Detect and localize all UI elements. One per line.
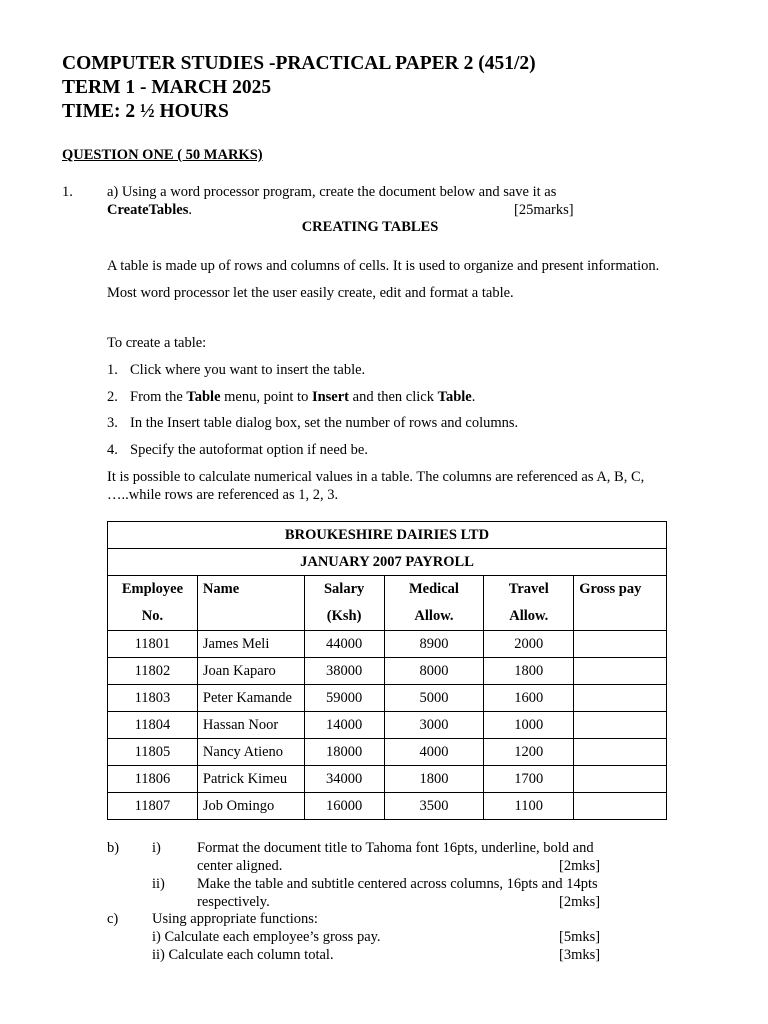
cell-travel: 2000 xyxy=(484,631,574,658)
cell-gross-pay xyxy=(574,766,667,793)
cell-travel: 1600 xyxy=(484,685,574,712)
question-heading: QUESTION ONE ( 50 MARKS) xyxy=(62,147,263,163)
header-line: Medical xyxy=(409,581,459,597)
step-2 xyxy=(107,388,475,406)
part-c-i-text: i) Calculate each employee’s gross pay. xyxy=(152,929,381,945)
table-row xyxy=(108,793,667,820)
cell-employee-no: 11805 xyxy=(108,739,198,766)
cell-salary: 59000 xyxy=(304,685,384,712)
cell-travel: 1100 xyxy=(484,793,574,820)
table-title-row xyxy=(108,522,667,549)
cell-travel: 1800 xyxy=(484,658,574,685)
step-text-part: From the xyxy=(130,389,187,405)
header-line: (Ksh) xyxy=(326,608,362,624)
table-subtitle-row xyxy=(108,549,667,576)
cell-employee-no: 11802 xyxy=(108,658,198,685)
step-bold-insert: Insert xyxy=(311,389,350,405)
cell-salary: 16000 xyxy=(304,793,384,820)
cell-medical: 8900 xyxy=(384,631,484,658)
part-c-label: c) xyxy=(107,911,119,927)
exam-header xyxy=(62,52,702,124)
cell-employee-no: 11801 xyxy=(108,631,198,658)
cell-employee-no: 11806 xyxy=(108,766,198,793)
part-b-ii-line2: respectively. xyxy=(197,894,270,910)
step-number: 3. xyxy=(107,415,118,431)
cell-medical: 5000 xyxy=(384,685,484,712)
cell-gross-pay xyxy=(574,631,667,658)
cell-travel: 1200 xyxy=(484,739,574,766)
cell-travel: 1700 xyxy=(484,766,574,793)
cell-name: Joan Kaparo xyxy=(197,658,304,685)
table-title: BROUKESHIRE DAIRIES LTD xyxy=(108,522,667,549)
cell-gross-pay xyxy=(574,712,667,739)
step-bold-table: Table xyxy=(186,389,221,405)
step-number: 1. xyxy=(107,362,118,378)
cell-gross-pay xyxy=(574,658,667,685)
header-line: Allow. xyxy=(414,608,454,624)
cell-gross-pay xyxy=(574,739,667,766)
step-text: Specify the autoformat option if need be. xyxy=(130,442,368,458)
header-salary xyxy=(304,576,384,631)
part-a-marks: [25marks] xyxy=(514,202,574,218)
cell-name: Hassan Noor xyxy=(197,712,304,739)
calculation-note: It is possible to calculate numerical values in a table. The columns are referenced as A, B, C, …..while rows are referenced as 1, 2, 3. xyxy=(107,469,645,503)
cell-name: Nancy Atieno xyxy=(197,739,304,766)
step-3 xyxy=(107,414,518,432)
step-1 xyxy=(107,361,365,379)
part-c-ii-marks: [3mks] xyxy=(559,947,601,963)
part-a-filename: CreateTables xyxy=(107,202,189,218)
cell-salary: 18000 xyxy=(304,739,384,766)
part-b-ii-line1: Make the table and subtitle centered across columns, 16pts and 14pts xyxy=(197,876,598,892)
header-line: Employee xyxy=(121,581,184,597)
step-4 xyxy=(107,441,368,459)
step-text-part: . xyxy=(471,389,476,405)
table-header-row xyxy=(108,576,667,631)
cell-gross-pay xyxy=(574,685,667,712)
cell-employee-no: 11804 xyxy=(108,712,198,739)
part-c-intro: Using appropriate functions: xyxy=(152,911,318,927)
part-b-ii-marks: [2mks] xyxy=(559,894,601,910)
cell-name: Job Omingo xyxy=(197,793,304,820)
cell-employee-no: 11807 xyxy=(108,793,198,820)
part-a-period: . xyxy=(188,202,192,218)
part-b-ii-label: ii) xyxy=(152,876,165,892)
header-line: Name xyxy=(202,581,240,597)
header-line: No. xyxy=(141,608,164,624)
document-title: CREATING TABLES xyxy=(301,219,439,235)
exam-time: TIME: 2 ½ HOURS xyxy=(62,101,229,122)
cell-salary: 14000 xyxy=(304,712,384,739)
header-line: Travel xyxy=(508,581,549,597)
cell-employee-no: 11803 xyxy=(108,685,198,712)
cell-salary: 34000 xyxy=(304,766,384,793)
table-subtitle: JANUARY 2007 PAYROLL xyxy=(108,549,667,576)
step-text: In the Insert table dialog box, set the number of rows and columns. xyxy=(130,415,519,431)
part-b-i-marks: [2mks] xyxy=(559,858,601,874)
to-create-label: To create a table: xyxy=(107,335,207,351)
cell-medical: 1800 xyxy=(384,766,484,793)
step-number: 2. xyxy=(107,389,118,405)
part-c-i-marks: [5mks] xyxy=(559,929,601,945)
cell-name: Peter Kamande xyxy=(197,685,304,712)
part-b-label: b) xyxy=(107,840,120,856)
cell-name: Patrick Kimeu xyxy=(197,766,304,793)
header-line: Allow. xyxy=(509,608,549,624)
part-c-ii-text: ii) Calculate each column total. xyxy=(152,947,334,963)
part-a-filename-line xyxy=(107,201,192,219)
header-gross-pay xyxy=(574,576,667,631)
header-line: Gross pay xyxy=(579,581,642,597)
table-row xyxy=(108,739,667,766)
header-name xyxy=(197,576,304,631)
table-row xyxy=(108,631,667,658)
cell-medical: 3000 xyxy=(384,712,484,739)
cell-travel: 1000 xyxy=(484,712,574,739)
part-b-i-line2: center aligned. xyxy=(197,858,283,874)
step-text-part: menu, point to xyxy=(220,389,312,405)
header-line: Salary xyxy=(323,581,365,597)
step-text: Click where you want to insert the table. xyxy=(130,362,366,378)
question-number: 1. xyxy=(62,184,73,200)
header-employee-no xyxy=(108,576,198,631)
cell-name: James Meli xyxy=(197,631,304,658)
table-row xyxy=(108,766,667,793)
part-b-i-line1: Format the document title to Tahoma font 16pts, underline, bold and xyxy=(197,840,594,856)
part-b-i-label: i) xyxy=(152,840,161,856)
step-number: 4. xyxy=(107,442,118,458)
table-row xyxy=(108,685,667,712)
step-text-part: and then click xyxy=(349,389,438,405)
exam-title: COMPUTER STUDIES -PRACTICAL PAPER 2 (451/2) xyxy=(62,53,536,74)
document-paragraph: A table is made up of rows and columns of cells. It is used to organize and present information. Most word processor let the user easily create, edit and format a table. xyxy=(107,258,660,301)
cell-medical: 4000 xyxy=(384,739,484,766)
cell-medical: 3500 xyxy=(384,793,484,820)
header-travel xyxy=(484,576,574,631)
cell-medical: 8000 xyxy=(384,658,484,685)
step-bold-table: Table xyxy=(437,389,472,405)
table-row xyxy=(108,712,667,739)
cell-salary: 38000 xyxy=(304,658,384,685)
header-medical xyxy=(384,576,484,631)
cell-salary: 44000 xyxy=(304,631,384,658)
table-row xyxy=(108,658,667,685)
payroll-table xyxy=(107,521,667,820)
cell-gross-pay xyxy=(574,793,667,820)
exam-term: TERM 1 - MARCH 2025 xyxy=(62,77,272,98)
part-a-instruction: a) Using a word processor program, create the document below and save it as xyxy=(107,184,557,200)
